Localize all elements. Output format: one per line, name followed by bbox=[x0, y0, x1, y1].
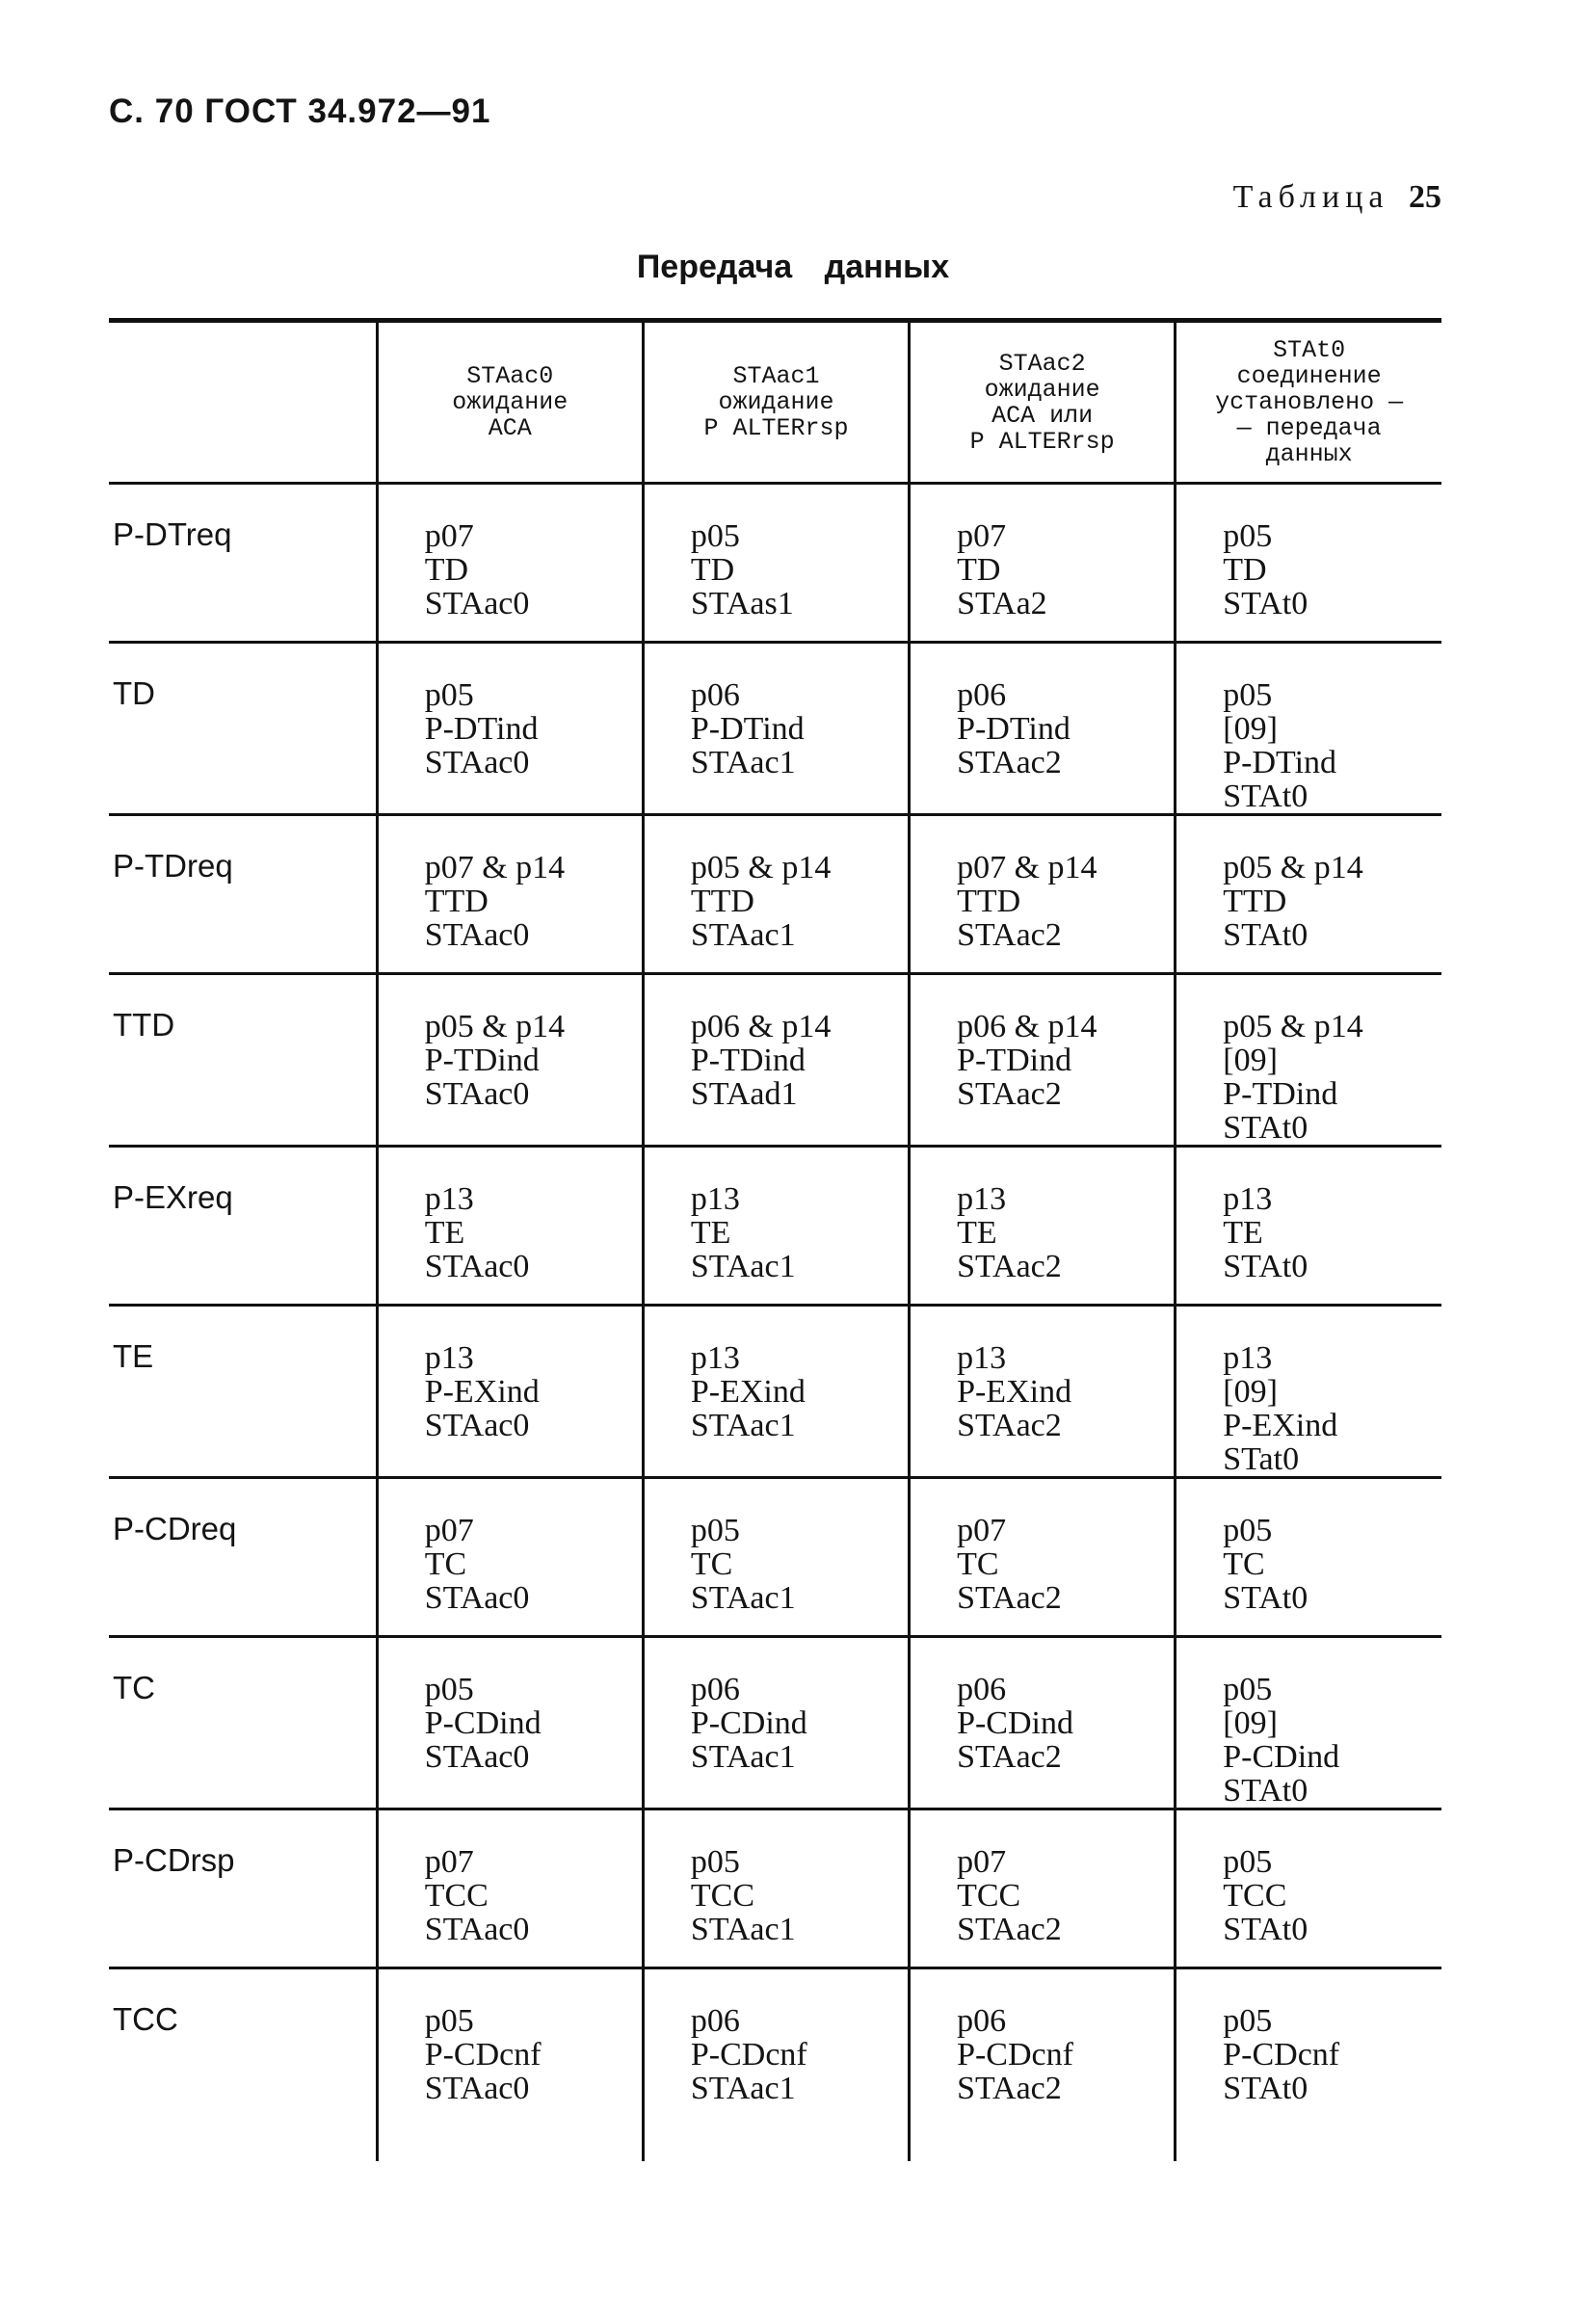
cell-line: STAac1 bbox=[690, 1739, 796, 1775]
table-row bbox=[109, 1809, 1441, 1968]
cell-line: TD bbox=[424, 552, 469, 588]
table-row bbox=[109, 974, 1441, 1147]
cell-line: STAt0 bbox=[1223, 1110, 1308, 1146]
table-cell bbox=[643, 643, 909, 815]
cell-line: p07 bbox=[424, 518, 474, 554]
column-header bbox=[643, 321, 909, 484]
cell-line: STAac0 bbox=[424, 586, 530, 621]
cell-line: p05 bbox=[690, 518, 740, 554]
cell-line: STAac0 bbox=[424, 1076, 530, 1112]
cell-line: p05 & p14 bbox=[424, 1009, 566, 1044]
cell-line: STAac0 bbox=[424, 1408, 530, 1443]
cell-line: STAt0 bbox=[1223, 1580, 1308, 1616]
cell-line: p13 bbox=[424, 1181, 474, 1217]
table-cell bbox=[643, 1637, 909, 1809]
table-cell bbox=[1176, 974, 1441, 1147]
cell-line: p05 bbox=[1223, 677, 1273, 713]
cell-line: STAac0 bbox=[424, 917, 530, 953]
cell-line: STAac0 bbox=[424, 1739, 530, 1775]
table-cell bbox=[643, 974, 909, 1147]
table-row bbox=[109, 1147, 1441, 1306]
column-header-line: P ALTERrsp bbox=[703, 414, 849, 442]
cell-line: p06 & p14 bbox=[957, 1009, 1097, 1044]
cell-line: TC bbox=[690, 1546, 733, 1582]
table-cell bbox=[377, 1809, 643, 1968]
cell-line: p06 bbox=[690, 1672, 740, 1707]
column-header bbox=[910, 321, 1176, 484]
cell-line: STAt0 bbox=[1223, 779, 1308, 814]
cell-line: STAac0 bbox=[424, 1912, 530, 1947]
column-header-line: STAac0 bbox=[466, 362, 554, 390]
cell-line: STAt0 bbox=[1223, 2071, 1308, 2106]
cell-line: [09] bbox=[1223, 711, 1278, 747]
cell-line: p13 bbox=[690, 1340, 740, 1376]
cell-line: P-DTind bbox=[957, 711, 1071, 747]
table-cell bbox=[1176, 815, 1441, 974]
cell-line: p07 & p14 bbox=[424, 850, 566, 885]
row-label: TCC bbox=[113, 2001, 178, 2037]
cell-line: STAas1 bbox=[690, 586, 794, 621]
table-number-value: 25 bbox=[1409, 179, 1441, 215]
table-title: Передача данных bbox=[636, 249, 950, 285]
table-cell bbox=[377, 1968, 643, 2161]
table-cell bbox=[910, 1478, 1176, 1637]
table-cell bbox=[643, 1306, 909, 1478]
cell-line: STAt0 bbox=[1223, 586, 1308, 621]
cell-line: TC bbox=[424, 1546, 467, 1582]
column-header-line: — передача bbox=[1236, 414, 1382, 442]
table-cell bbox=[910, 643, 1176, 815]
cell-line: P-EXind bbox=[957, 1374, 1072, 1410]
row-label: TC bbox=[113, 1670, 155, 1705]
table-cell bbox=[1176, 1637, 1441, 1809]
row-label: P-CDrsp bbox=[113, 1842, 235, 1878]
cell-line: P-TDind bbox=[690, 1043, 806, 1078]
table-cell bbox=[643, 1968, 909, 2161]
table-cell bbox=[1176, 1809, 1441, 1968]
table-cell bbox=[377, 1637, 643, 1809]
table-row bbox=[109, 1306, 1441, 1478]
table-cell bbox=[643, 1809, 909, 1968]
table-label: Таблица bbox=[1232, 179, 1389, 215]
table-cell bbox=[1176, 1478, 1441, 1637]
column-header-line: STAt0 bbox=[1273, 336, 1346, 364]
cell-line: p05 bbox=[1223, 1844, 1273, 1880]
cell-line: P-TDind bbox=[424, 1043, 540, 1078]
table-cell bbox=[377, 974, 643, 1147]
row-label: TE bbox=[113, 1338, 154, 1374]
row-label: P-CDreq bbox=[113, 1511, 237, 1546]
table-cell bbox=[643, 815, 909, 974]
table-cell bbox=[643, 1478, 909, 1637]
cell-line: STAad1 bbox=[690, 1076, 798, 1112]
column-header-line: STAac2 bbox=[998, 349, 1086, 378]
cell-line: TCC bbox=[1223, 1878, 1287, 1914]
cell-line: STAac0 bbox=[424, 1249, 530, 1284]
cell-line: TE bbox=[424, 1215, 465, 1251]
table-cell bbox=[643, 484, 909, 643]
cell-line: STAt0 bbox=[1223, 1249, 1308, 1284]
cell-line: p06 bbox=[690, 677, 740, 713]
cell-line: TTD bbox=[1223, 884, 1287, 919]
row-label: TTD bbox=[113, 1007, 175, 1043]
cell-line: STAac1 bbox=[690, 1912, 796, 1947]
column-header-line: установлено — bbox=[1215, 388, 1404, 416]
row-label: TD bbox=[113, 675, 155, 711]
cell-line: P-TDind bbox=[1223, 1076, 1338, 1112]
table-row bbox=[109, 1968, 1441, 2161]
state-table bbox=[109, 318, 1441, 2161]
cell-line: STAac2 bbox=[957, 745, 1062, 780]
page-header: С. 70 ГОСТ 34.972—91 bbox=[109, 92, 491, 130]
table-cell bbox=[1176, 484, 1441, 643]
cell-line: TD bbox=[1223, 552, 1267, 588]
cell-line: STAac2 bbox=[957, 2071, 1062, 2106]
cell-line: TCC bbox=[690, 1878, 754, 1914]
cell-line: STAac0 bbox=[424, 2071, 530, 2106]
table-cell bbox=[377, 643, 643, 815]
cell-line: TD bbox=[957, 552, 1001, 588]
table-cell bbox=[643, 1147, 909, 1306]
table-cell bbox=[377, 1147, 643, 1306]
cell-line: p05 bbox=[1223, 1513, 1273, 1548]
cell-line: p13 bbox=[957, 1181, 1007, 1217]
cell-line: P-CDcnf bbox=[424, 2037, 542, 2073]
cell-line: P-CDind bbox=[690, 1705, 807, 1741]
cell-line: P-DTind bbox=[690, 711, 805, 747]
column-header-line: ожидание bbox=[984, 375, 1100, 404]
table-row bbox=[109, 643, 1441, 815]
cell-line: STAt0 bbox=[1223, 1773, 1308, 1809]
cell-line: P-EXind bbox=[690, 1374, 806, 1410]
cell-line: STAac2 bbox=[957, 1739, 1062, 1775]
cell-line: P-EXind bbox=[424, 1374, 540, 1410]
cell-line: p05 bbox=[1223, 1672, 1273, 1707]
table-cell bbox=[377, 484, 643, 643]
table-cell bbox=[910, 974, 1176, 1147]
cell-line: p07 bbox=[957, 1844, 1007, 1880]
table-number bbox=[1233, 179, 1441, 216]
cell-line: STAac1 bbox=[690, 1580, 796, 1616]
cell-line: TE bbox=[690, 1215, 731, 1251]
cell-line: P-DTind bbox=[1223, 745, 1337, 780]
cell-line: STAt0 bbox=[1223, 917, 1308, 953]
cell-line: TE bbox=[1223, 1215, 1263, 1251]
cell-line: p05 bbox=[690, 1844, 740, 1880]
column-header-line: ACA или bbox=[991, 401, 1094, 430]
header-row bbox=[109, 321, 1441, 484]
table-cell bbox=[910, 1306, 1176, 1478]
cell-line: STAac2 bbox=[957, 1076, 1062, 1112]
table-cell bbox=[1176, 643, 1441, 815]
cell-line: TD bbox=[690, 552, 735, 588]
table-cell bbox=[377, 815, 643, 974]
table-cell bbox=[377, 1306, 643, 1478]
cell-line: STAac1 bbox=[690, 745, 796, 780]
cell-line: STAac2 bbox=[957, 1249, 1062, 1284]
cell-line: p06 bbox=[957, 2003, 1007, 2039]
cell-line: STAac1 bbox=[690, 917, 796, 953]
table-row bbox=[109, 1478, 1441, 1637]
table-row bbox=[109, 815, 1441, 974]
cell-line: [09] bbox=[1223, 1374, 1278, 1410]
cell-line: STAac2 bbox=[957, 917, 1062, 953]
table-cell bbox=[910, 1968, 1176, 2161]
column-header-line: ACA bbox=[488, 414, 532, 442]
column-header-line: соединение bbox=[1236, 362, 1382, 390]
cell-line: p07 & p14 bbox=[957, 850, 1097, 885]
column-header-line: P ALTERrsp bbox=[969, 427, 1115, 456]
cell-line: STAac0 bbox=[424, 745, 530, 780]
cell-line: P-CDind bbox=[1223, 1739, 1340, 1775]
cell-line: STat0 bbox=[1223, 1441, 1300, 1477]
cell-line: STAac2 bbox=[957, 1408, 1062, 1443]
table-cell bbox=[910, 1809, 1176, 1968]
cell-line: P-CDcnf bbox=[690, 2037, 807, 2073]
cell-line: TE bbox=[957, 1215, 997, 1251]
cell-line: P-DTind bbox=[424, 711, 539, 747]
cell-line: p05 & p14 bbox=[1223, 850, 1363, 885]
table-cell bbox=[1176, 1968, 1441, 2161]
cell-line: p07 bbox=[957, 1513, 1007, 1548]
cell-line: p06 & p14 bbox=[690, 1009, 832, 1044]
row-label: P-EXreq bbox=[113, 1179, 233, 1215]
state-table-wrap bbox=[109, 318, 1441, 2161]
cell-line: P-CDcnf bbox=[1223, 2037, 1340, 2073]
cell-line: P-CDind bbox=[957, 1705, 1073, 1741]
cell-line: TC bbox=[957, 1546, 999, 1582]
cell-line: p07 bbox=[424, 1513, 474, 1548]
cell-line: STAac2 bbox=[957, 1912, 1062, 1947]
cell-line: TCC bbox=[957, 1878, 1021, 1914]
cell-line: [09] bbox=[1223, 1043, 1278, 1078]
column-header bbox=[1176, 321, 1441, 484]
table-cell bbox=[1176, 1306, 1441, 1478]
row-label: P-TDreq bbox=[113, 848, 233, 884]
cell-line: STAac1 bbox=[690, 1408, 796, 1443]
cell-line: STAac2 bbox=[957, 1580, 1062, 1616]
cell-line: TTD bbox=[957, 884, 1021, 919]
cell-line: STAac0 bbox=[424, 1580, 530, 1616]
table-cell bbox=[377, 1478, 643, 1637]
cell-line: p06 bbox=[957, 1672, 1007, 1707]
cell-line: p05 bbox=[690, 1513, 740, 1548]
row-label: P-DTreq bbox=[113, 516, 232, 552]
cell-line: p07 bbox=[424, 1844, 474, 1880]
column-header-line: STAac1 bbox=[732, 362, 820, 390]
table-row bbox=[109, 484, 1441, 643]
cell-line: p07 bbox=[957, 518, 1007, 554]
cell-line: p06 bbox=[690, 2003, 740, 2039]
table-cell bbox=[910, 815, 1176, 974]
cell-line: P-CDcnf bbox=[957, 2037, 1073, 2073]
cell-line: TTD bbox=[690, 884, 754, 919]
cell-line: STAac1 bbox=[690, 1249, 796, 1284]
table-cell bbox=[910, 484, 1176, 643]
cell-line: p05 bbox=[424, 677, 474, 713]
cell-line: STAa2 bbox=[957, 586, 1047, 621]
cell-line: p05 bbox=[424, 1672, 474, 1707]
cell-line: [09] bbox=[1223, 1705, 1278, 1741]
column-header-line: данных bbox=[1265, 440, 1353, 468]
cell-line: p05 bbox=[424, 2003, 474, 2039]
table-cell bbox=[910, 1637, 1176, 1809]
cell-line: TC bbox=[1223, 1546, 1265, 1582]
table-cell bbox=[1176, 1147, 1441, 1306]
cell-line: STAt0 bbox=[1223, 1912, 1308, 1947]
table-cell bbox=[910, 1147, 1176, 1306]
cell-line: TCC bbox=[424, 1878, 489, 1914]
column-header-line: ожидание bbox=[718, 388, 834, 416]
cell-line: TTD bbox=[424, 884, 489, 919]
cell-line: P-EXind bbox=[1223, 1408, 1338, 1443]
column-header-line: ожидание bbox=[452, 388, 568, 416]
cell-line: p13 bbox=[1223, 1181, 1273, 1217]
corner-cell bbox=[109, 321, 377, 484]
state-table-head bbox=[109, 321, 1441, 484]
cell-line: p13 bbox=[957, 1340, 1007, 1376]
cell-line: p05 & p14 bbox=[1223, 1009, 1363, 1044]
cell-line: STAac1 bbox=[690, 2071, 796, 2106]
table-row bbox=[109, 1637, 1441, 1809]
cell-line: p06 bbox=[957, 677, 1007, 713]
cell-line: p05 bbox=[1223, 2003, 1273, 2039]
cell-line: p05 bbox=[1223, 518, 1273, 554]
cell-line: p13 bbox=[690, 1181, 740, 1217]
cell-line: p05 & p14 bbox=[690, 850, 832, 885]
column-header bbox=[377, 321, 643, 484]
cell-line: p13 bbox=[424, 1340, 474, 1376]
state-table-body bbox=[109, 484, 1441, 2161]
cell-line: P-CDind bbox=[424, 1705, 542, 1741]
cell-line: P-TDind bbox=[957, 1043, 1072, 1078]
cell-line: p13 bbox=[1223, 1340, 1273, 1376]
